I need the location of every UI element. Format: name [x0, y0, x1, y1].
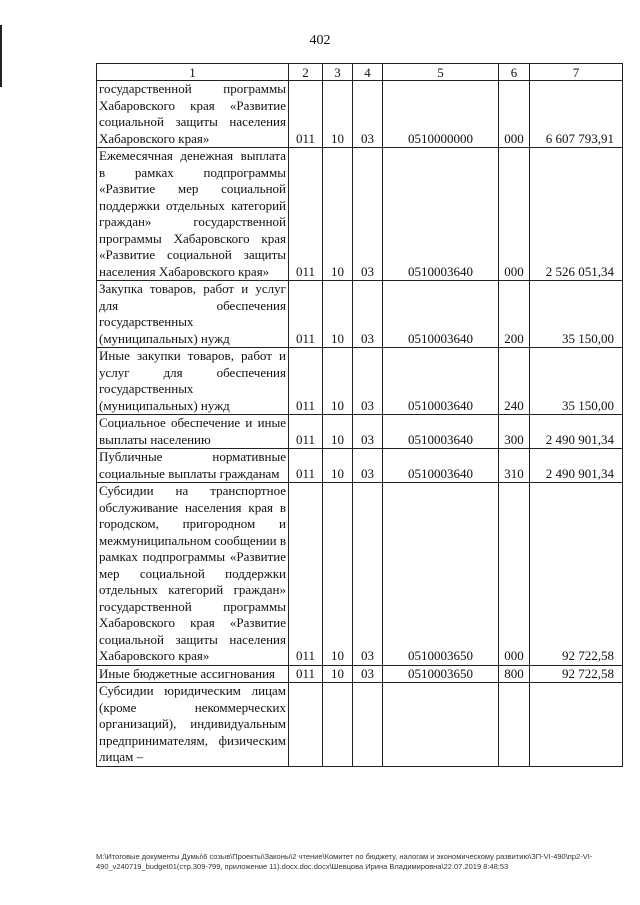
row-name: Субсидии юридическим лицам (кроме некоммерческих организаций), индивидуальным предпринимателям, физическим лицам – — [97, 683, 289, 767]
cell-section: 10 — [323, 483, 353, 666]
row-name: государственной программы Хабаровского края «Развитие социальной защиты населения Хабаровского края» — [97, 81, 289, 148]
cell-subsection: 03 — [353, 415, 383, 449]
cell-amount: 2 526 051,34 — [530, 148, 623, 281]
cell-ministry: 011 — [289, 148, 323, 281]
cell-subsection: 03 — [353, 665, 383, 683]
cell-ministry: 011 — [289, 348, 323, 415]
row-name: Иные бюджетные ассигнования — [97, 665, 289, 683]
cell-section: 10 — [323, 449, 353, 483]
row-name: Закупка товаров, работ и услуг для обеспечения государственных (муниципальных) нужд — [97, 281, 289, 348]
header-cell: 6 — [499, 64, 530, 81]
cell-expense-type: 800 — [499, 665, 530, 683]
cell-amount: 92 722,58 — [530, 665, 623, 683]
header-cell: 4 — [353, 64, 383, 81]
header-cell: 2 — [289, 64, 323, 81]
cell-target — [383, 683, 499, 767]
cell-target: 0510003650 — [383, 483, 499, 666]
cell-expense-type: 240 — [499, 348, 530, 415]
cell-ministry: 011 — [289, 81, 323, 148]
header-cell: 5 — [383, 64, 499, 81]
cell-amount: 35 150,00 — [530, 281, 623, 348]
cell-target: 0510003640 — [383, 449, 499, 483]
table-row — [97, 148, 623, 281]
cell-target: 0510003640 — [383, 148, 499, 281]
cell-expense-type: 310 — [499, 449, 530, 483]
cell-subsection: 03 — [353, 281, 383, 348]
cell-target: 0510003640 — [383, 415, 499, 449]
cell-ministry: 011 — [289, 665, 323, 683]
table-row — [97, 81, 623, 148]
table-row — [97, 683, 623, 767]
cell-expense-type: 200 — [499, 281, 530, 348]
cell-ministry: 011 — [289, 415, 323, 449]
cell-amount — [530, 683, 623, 767]
cell-section: 10 — [323, 415, 353, 449]
cell-amount: 2 490 901,34 — [530, 449, 623, 483]
cell-amount: 35 150,00 — [530, 348, 623, 415]
cell-amount: 92 722,58 — [530, 483, 623, 666]
cell-section: 10 — [323, 281, 353, 348]
document-path-footer: M:\Итоговые документы Думы\6 созыв\Проекты\Законы\2 чтение\Комитет по бюджету, налогам и экономическому развитию\ЗП-VI-490\пр2-VI-490_v240719_budget01(стр.309-799, приложение 11).docx.doc.docx\Шевцова Ирина Владимировна\22.07.2019 8:48:53 — [96, 852, 593, 871]
cell-subsection: 03 — [353, 148, 383, 281]
cell-expense-type: 000 — [499, 81, 530, 148]
cell-subsection: 03 — [353, 483, 383, 666]
row-name: Субсидии на транспортное обслуживание населения края в городском, пригородном и межмуниципальном сообщении в рамках подпрограммы «Развитие мер социальной поддержки отдельных категорий граждан» государственной программы Хабаровского края «Развитие социальной защиты населения Хабаровского края» — [97, 483, 289, 666]
cell-expense-type: 000 — [499, 483, 530, 666]
row-name: Социальное обеспечение и иные выплаты населению — [97, 415, 289, 449]
header-cell: 1 — [97, 64, 289, 81]
cell-subsection — [353, 683, 383, 767]
table-row — [97, 348, 623, 415]
row-name: Публичные нормативные социальные выплаты гражданам — [97, 449, 289, 483]
cell-section — [323, 683, 353, 767]
header-cell: 3 — [323, 64, 353, 81]
page-number: 402 — [309, 33, 331, 48]
table-row — [97, 665, 623, 683]
cell-ministry: 011 — [289, 281, 323, 348]
cell-target: 0510000000 — [383, 81, 499, 148]
cell-ministry — [289, 683, 323, 767]
cell-expense-type — [499, 683, 530, 767]
cell-subsection: 03 — [353, 449, 383, 483]
table-header-row — [97, 64, 623, 81]
table-row — [97, 415, 623, 449]
cell-section: 10 — [323, 665, 353, 683]
cell-amount: 6 607 793,91 — [530, 81, 623, 148]
cell-target: 0510003640 — [383, 281, 499, 348]
budget-table — [96, 63, 623, 767]
cell-expense-type: 000 — [499, 148, 530, 281]
row-name: Ежемесячная денежная выплата в рамках подпрограммы «Развитие мер социальной поддержки отдельных категорий граждан» государственной программы Хабаровского края «Развитие социальной защиты населения Хабаровского края» — [97, 148, 289, 281]
cell-section: 10 — [323, 348, 353, 415]
table-row — [97, 483, 623, 666]
cell-ministry: 011 — [289, 483, 323, 666]
cell-target: 0510003640 — [383, 348, 499, 415]
table-row — [97, 449, 623, 483]
cell-target: 0510003650 — [383, 665, 499, 683]
cell-section: 10 — [323, 81, 353, 148]
header-cell: 7 — [530, 64, 623, 81]
cell-subsection: 03 — [353, 81, 383, 148]
row-name: Иные закупки товаров, работ и услуг для обеспечения государственных (муниципальных) нужд — [97, 348, 289, 415]
cell-expense-type: 300 — [499, 415, 530, 449]
cell-ministry: 011 — [289, 449, 323, 483]
table-row — [97, 281, 623, 348]
cell-section: 10 — [323, 148, 353, 281]
cell-subsection: 03 — [353, 348, 383, 415]
cell-amount: 2 490 901,34 — [530, 415, 623, 449]
